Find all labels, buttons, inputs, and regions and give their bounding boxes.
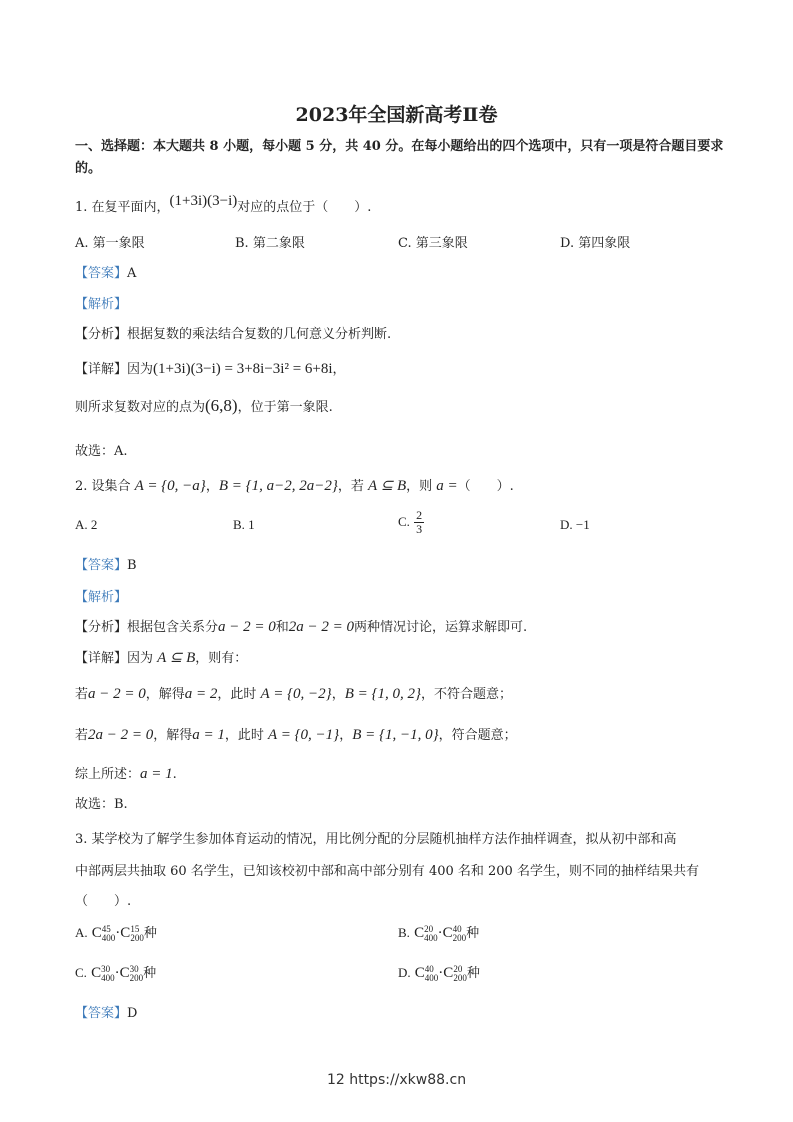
text: 两种情况讨论，运算求解即可.	[354, 620, 528, 635]
option-label: B.	[398, 925, 410, 940]
math: A = {0, −1}	[268, 727, 340, 743]
text: ，此时	[224, 728, 269, 743]
indices	[453, 965, 467, 983]
numerator: 2	[416, 508, 423, 522]
text: ，此时	[217, 687, 261, 702]
indices	[130, 965, 144, 983]
option-label: A.	[75, 925, 88, 940]
dot: ·	[438, 965, 444, 981]
c-letter: C	[443, 965, 454, 981]
math: A ⊆ B	[368, 478, 407, 494]
indices	[424, 925, 438, 943]
math: 2a − 2 = 0	[88, 727, 154, 743]
q1-choose: 故选：A.	[75, 444, 128, 459]
math: 2a − 2 = 0	[288, 619, 355, 635]
sup: 20	[453, 963, 463, 974]
q1-option-c: C. 第三象限	[398, 236, 468, 251]
math: A = {0, −2}	[260, 686, 332, 702]
q2-fenxi	[75, 616, 527, 636]
sub: 400	[101, 972, 115, 983]
text: 【详解】因为	[75, 362, 154, 377]
option-label: C.	[398, 514, 410, 529]
combination	[91, 965, 143, 981]
answer-value: B	[127, 558, 137, 573]
sup: 20	[424, 923, 434, 934]
q3-option-a	[75, 922, 157, 943]
text: ，解得	[145, 687, 185, 702]
option-label: D.	[398, 965, 411, 980]
sub: 400	[424, 932, 438, 943]
math: a − 2 = 0	[88, 686, 146, 702]
question-2-stem	[75, 475, 514, 495]
q2-summary	[75, 763, 177, 783]
text: 【分析】根据包含关系分	[75, 620, 219, 635]
text: ，	[331, 687, 345, 702]
q3-option-b	[398, 922, 479, 943]
answer-value: A	[127, 266, 137, 281]
q2-choose: 故选：B.	[75, 797, 128, 812]
text: ，符合题意；	[438, 728, 517, 743]
math: A = {0, −a}	[134, 478, 206, 494]
q1-option-b: B. 第二象限	[235, 236, 305, 251]
math: a − 2 = 0	[218, 619, 276, 635]
combination	[415, 965, 467, 981]
unit: 种	[466, 926, 480, 941]
text: ，则有：	[195, 651, 248, 666]
page-footer: 12 https://xkw88.cn	[326, 1072, 467, 1088]
sub: 200	[130, 932, 144, 943]
indices	[102, 925, 116, 943]
section-heading: 一、选择题：本大题共 8 小题，每小题 5 分，共 40 分。在每小题给出的四个选项中，只有一项是符合题目要求的。	[75, 139, 724, 176]
sup: 40	[452, 923, 462, 934]
indices	[425, 965, 439, 983]
q2-case-1	[75, 683, 512, 703]
unit: 种	[143, 966, 157, 981]
q2-option-b: B. 1	[233, 517, 255, 532]
text: ，若	[337, 479, 368, 494]
combination	[414, 925, 466, 941]
text: 2. 设集合	[75, 479, 135, 494]
math: B = {1, 0, 2}	[344, 686, 421, 702]
math: a = 2	[184, 686, 218, 702]
q2-case-2	[75, 724, 517, 744]
question-3-line-1: 3. 某学校为了解学生参加体育运动的情况，用比例分配的分层随机抽样方法作抽样调查，拟从初中部和高	[75, 832, 677, 847]
text: （ ）.	[457, 479, 514, 494]
answer-value: D	[127, 1006, 138, 1021]
sup: 30	[129, 963, 139, 974]
sub: 400	[424, 972, 439, 983]
math: A ⊆ B	[157, 650, 196, 666]
q1-option-d: D. 第四象限	[560, 236, 631, 251]
combination	[92, 925, 144, 941]
option-label: C.	[75, 965, 87, 980]
q1-fenxi: 【分析】根据复数的乘法结合复数的几何意义分析判断.	[75, 327, 392, 342]
unit: 种	[143, 926, 157, 941]
text: .	[172, 767, 177, 782]
c-letter: C	[91, 925, 102, 941]
sub: 200	[452, 932, 467, 943]
q1-analysis-tag: 【解析】	[75, 297, 128, 312]
math: B = {1, −1, 0}	[352, 727, 439, 743]
c-letter: C	[91, 965, 102, 981]
text: 对应的点位于（ ）.	[237, 200, 372, 215]
dot: ·	[437, 925, 443, 941]
text: 【详解】因为	[75, 651, 158, 666]
c-letter: C	[414, 925, 425, 941]
text: ，	[205, 479, 219, 494]
question-1-stem	[75, 193, 372, 216]
text: 和	[275, 620, 289, 635]
q3-answer	[75, 1002, 137, 1021]
answer-tag: 【答案】	[75, 558, 128, 573]
math: (1+3i)(3−i)	[169, 193, 238, 209]
q1-option-a: A. 第一象限	[75, 236, 145, 251]
sup: 45	[101, 923, 111, 934]
math: (1+3i)(3−i) = 3+8i−3i² = 6+8i	[153, 361, 333, 377]
text: ，解得	[153, 728, 193, 743]
q2-answer	[75, 554, 137, 573]
math: a =	[436, 478, 458, 494]
text: ，则	[406, 479, 437, 494]
text: 则所求复数对应的点为	[75, 400, 206, 415]
text: 综上所述：	[75, 767, 141, 782]
q1-xiangjie	[75, 358, 346, 378]
text: ，位于第一象限.	[237, 400, 333, 415]
sup: 40	[424, 963, 434, 974]
fraction	[414, 509, 424, 536]
indices	[101, 965, 115, 983]
sup: 15	[130, 923, 140, 934]
q3-option-d	[398, 962, 480, 983]
q2-analysis-tag: 【解析】	[75, 590, 128, 605]
unit: 种	[466, 966, 480, 981]
text: ，不符合题意；	[421, 687, 513, 702]
c-letter: C	[119, 965, 130, 981]
q3-option-c	[75, 962, 156, 983]
q2-option-d: D. −1	[560, 517, 590, 532]
text: 1. 在复平面内，	[75, 200, 170, 215]
indices	[453, 925, 467, 943]
dot: ·	[114, 965, 120, 981]
question-3-line-3: （ ）.	[75, 894, 132, 909]
q1-point	[75, 396, 333, 416]
c-letter: C	[414, 965, 425, 981]
c-letter: C	[442, 925, 453, 941]
q2-option-c	[398, 509, 424, 536]
denominator: 3	[416, 522, 423, 536]
q2-option-a: A. 2	[75, 517, 98, 532]
math: a = 1	[140, 766, 173, 782]
math: B = {1, a−2, 2a−2}	[218, 478, 338, 494]
c-letter: C	[120, 925, 131, 941]
q1-answer	[75, 262, 136, 281]
sub: 200	[453, 972, 467, 983]
q2-xiangjie	[75, 647, 247, 667]
text: 若	[75, 687, 89, 702]
answer-tag: 【答案】	[75, 1006, 128, 1021]
sup: 30	[101, 963, 111, 974]
text: ，	[332, 362, 346, 377]
indices	[130, 925, 144, 943]
question-3-line-2: 中部两层共抽取 60 名学生，已知该校初中部和高中部分别有 400 名和 200 名学生，则不同的抽样结果共有	[75, 864, 699, 879]
answer-tag: 【答案】	[75, 266, 128, 281]
math: (6,8)	[205, 396, 238, 415]
sub: 400	[101, 932, 116, 943]
text: 若	[75, 728, 89, 743]
math: a = 1	[192, 727, 225, 743]
text: ，	[339, 728, 353, 743]
page-title: 2023年全国新高考Ⅱ卷	[295, 104, 498, 126]
dot: ·	[115, 925, 121, 941]
sub: 200	[129, 972, 144, 983]
